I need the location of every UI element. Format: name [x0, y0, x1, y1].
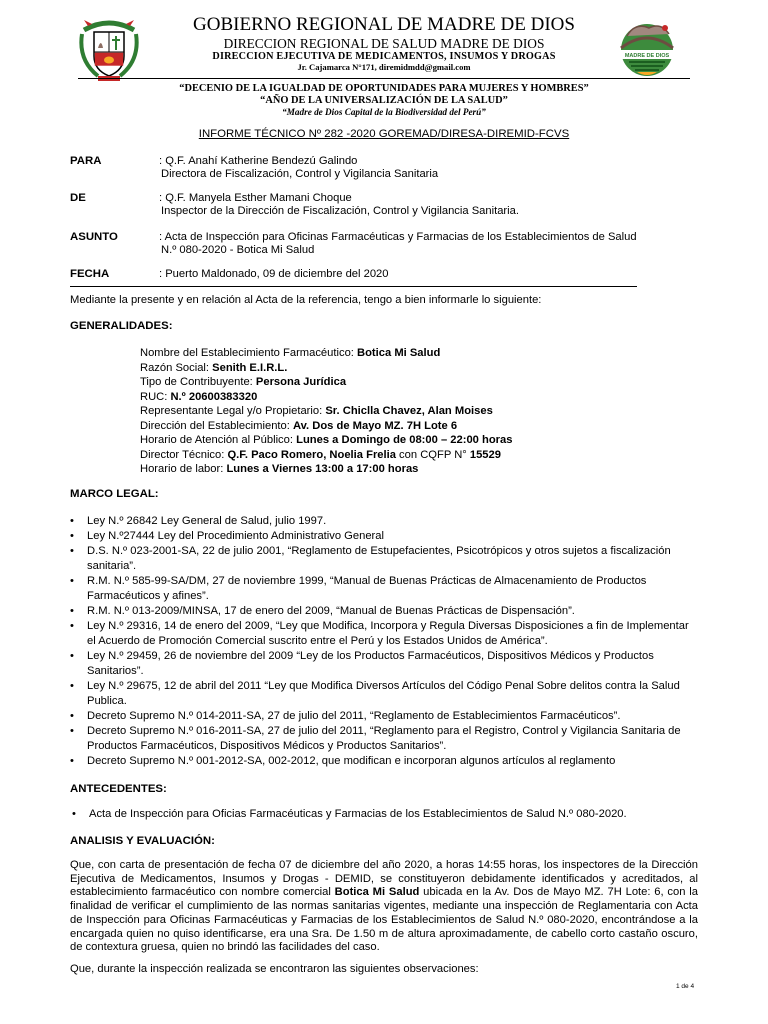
- list-item: • Acta de Inspección para Oficias Farmacéuticas y Farmacias de los Establecimientos de Salud N.º 080-2020.: [72, 807, 700, 822]
- org-subtitle-executive: DIRECCION EJECUTIVA DE MEDICAMENTOS, INSUMOS Y DROGAS: [212, 51, 556, 62]
- generalidades-list: [70, 346, 513, 477]
- fields-divider: [70, 286, 637, 287]
- antecedentes-heading: ANTECEDENTES:: [70, 783, 167, 795]
- gen-razon-social: Razón Social: Senith E.I.R.L.: [140, 361, 288, 374]
- list-item: • R.M. N.º 585-99-SA/DM, 27 de noviembre 1999, “Manual de Buenas Prácticas de Almacenamiento de Productos Farmacéuticos y afines”.: [70, 574, 698, 604]
- de-value: [159, 192, 679, 218]
- gen-horario-labor: Horario de labor: Lunes a Viernes 13:00 a 17:00 horas: [140, 463, 419, 475]
- intro-text: Mediante la presente y en relación al Acta de la referencia, tengo a bien informarle lo siguiente:: [70, 294, 542, 306]
- generalidades-heading: GENERALIDADES:: [70, 320, 173, 332]
- report-title: INFORME TÉCNICO Nº 282 -2020 GOREMAD/DIRESA-DIREMID-FCVS: [198, 128, 570, 140]
- para-value: [159, 155, 679, 181]
- peru-coat-of-arms-logo: [78, 12, 140, 84]
- para-label: PARA: [70, 155, 102, 167]
- org-title: GOBIERNO REGIONAL DE MADRE DE DIOS: [193, 14, 575, 35]
- list-item: • Decreto Supremo N.º 014-2011-SA, 27 de julio del 2011, “Reglamento de Establecimientos Farmacéuticos”.: [70, 709, 698, 724]
- asunto-line2: N.º 080-2020 - Botica Mi Salud: [161, 244, 315, 256]
- de-position: Inspector de la Dirección de Fiscalización, Control y Vigilancia Sanitaria.: [161, 205, 519, 217]
- gen-ruc: RUC: N.º 20600383320: [140, 390, 258, 403]
- list-item: • Ley N.º 29316, 14 de enero del 2009, “Ley que Modifica, Incorpora y Regula Diversas Disposiciones a fin de Implementar el Acuerdo de Promoción Comercial suscrito entre el Perú y los Estados Unidos de América”.: [70, 619, 698, 649]
- motto-biodiversity: “Madre de Dios Capital de la Biodiversidad del Perú”: [282, 107, 486, 117]
- para-position: Directora de Fiscalización, Control y Vigilancia Sanitaria: [161, 168, 439, 180]
- fecha-value: : Puerto Maldonado, 09 de diciembre del 2020: [159, 268, 389, 280]
- list-item: • D.S. N.º 023-2001-SA, 22 de julio 2001, “Reglamento de Estupefacientes, Psicotrópicos y otros sujetos a fiscalización sanitaria”.: [70, 544, 698, 574]
- analisis-paragraph-1: Que, con carta de presentación de fecha 07 de diciembre del año 2020, a horas 14:55 horas, los inspectores de la Dirección Ejecutiva de Medicamentos, Insumos y Drogas - DEMID, se constituyeron debidamente identificados y acreditados, al establecimiento farmacéutico con nombre comercial Botica Mi Salud ubicada en la Av. Dos de Mayo MZ. 7H Lote: 6, con la finalidad de verificar el cumplimiento de las normas sanitarias vigentes, mediante una inspección de Reglamentaria con Acta de Inspección para Oficinas Farmacéuticas y Farmacias de los Establecimientos de Salud N.º 080-2020, encontrándose a la encargada quien no quiso identificarse, era una Sra. De 1.50 m de altura aproximadamente, de cabello corto castaño oscuro, de contextura gruesa, quien no brindó las facilidades del caso.: [70, 859, 698, 954]
- page-number: 1 de 4: [676, 983, 695, 990]
- marco-legal-list: [70, 514, 698, 769]
- gen-representante: Representante Legal y/o Propietario: Sr. Chiclla Chavez, Alan Moises: [140, 405, 493, 417]
- list-item: • Ley N.º 29459, 26 de noviembre del 2009 “Ley de los Productos Farmacéuticos, Dispositivos Médicos y Productos Sanitarios”.: [70, 649, 698, 679]
- gen-horario-atencion: Horario de Atención al Público: Lunes a Domingo de 08:00 – 22:00 horas: [140, 434, 513, 446]
- fecha-label: FECHA: [70, 268, 110, 280]
- gen-tipo-contribuyente: Tipo de Contribuyente: Persona Jurídica: [140, 376, 347, 388]
- de-name: : Q.F. Manyela Esther Mamani Choque: [159, 192, 352, 204]
- de-label: DE: [70, 192, 86, 204]
- org-subtitle-directorate: DIRECCION REGIONAL DE SALUD MADRE DE DIOS: [223, 36, 545, 51]
- asunto-value: [159, 231, 679, 257]
- list-item: • Decreto Supremo N.º 001-2012-SA, 002-2012, que modifican e incorporan algunos artículos al reglamento: [70, 754, 698, 769]
- header-divider: [78, 78, 690, 79]
- gen-nombre: Nombre del Establecimiento Farmacéutico: Botica Mi Salud: [140, 347, 441, 359]
- org-address: Jr. Cajamarca N°171, diremidmdd@gmail.com: [297, 62, 471, 72]
- marco-legal-heading: MARCO LEGAL:: [70, 488, 159, 500]
- list-item: • Decreto Supremo N.º 016-2011-SA, 27 de julio del 2011, “Reglamento para el Registro, Control y Vigilancia Sanitaria de Productos Farmacéuticos, Dispositivos Médicos y Productos Sanitarios”.: [70, 724, 698, 754]
- list-item: • Ley N.º 29675, 12 de abril del 2011 “Ley que Modifica Diversos Artículos del Código Penal Sobre delitos contra la Salud Publica.: [70, 679, 698, 709]
- motto-decade: “DECENIO DE LA IGUALDAD DE OPORTUNIDADES PARA MUJERES Y HOMBRES”: [179, 83, 589, 94]
- list-item: • Ley N.º27444 Ley del Procedimiento Administrativo General: [70, 529, 698, 544]
- asunto-line1: : Acta de Inspección para Oficinas Farmacéuticas y Farmacias de los Establecimientos de Salud: [159, 231, 637, 243]
- asunto-label: ASUNTO: [70, 231, 118, 243]
- motto-year: “AÑO DE LA UNIVERSALIZACIÓN DE LA SALUD”: [260, 95, 508, 106]
- gen-direccion: Dirección del Establecimiento: Av. Dos de Mayo MZ. 7H Lote 6: [140, 419, 458, 432]
- list-item: • R.M. N.º 013-2009/MINSA, 17 de enero del 2009, “Manual de Buenas Prácticas de Dispensación”.: [70, 604, 698, 619]
- analisis-heading: ANALISIS Y EVALUACIÓN:: [70, 835, 215, 847]
- gen-director-tecnico: Director Técnico: Q.F. Paco Romero, Noelia Frelia con CQFP N° 15529: [140, 448, 501, 461]
- para-name: : Q.F. Anahí Katherine Bendezú Galindo: [159, 155, 358, 167]
- antecedentes-list: [72, 807, 700, 822]
- list-item: • Ley N.º 26842 Ley General de Salud, julio 1997.: [70, 514, 698, 529]
- region-logo-text: MADRE DE DIOS: [624, 53, 670, 59]
- analisis-paragraph-2: Que, durante la inspección realizada se encontraron las siguientes observaciones:: [70, 963, 479, 975]
